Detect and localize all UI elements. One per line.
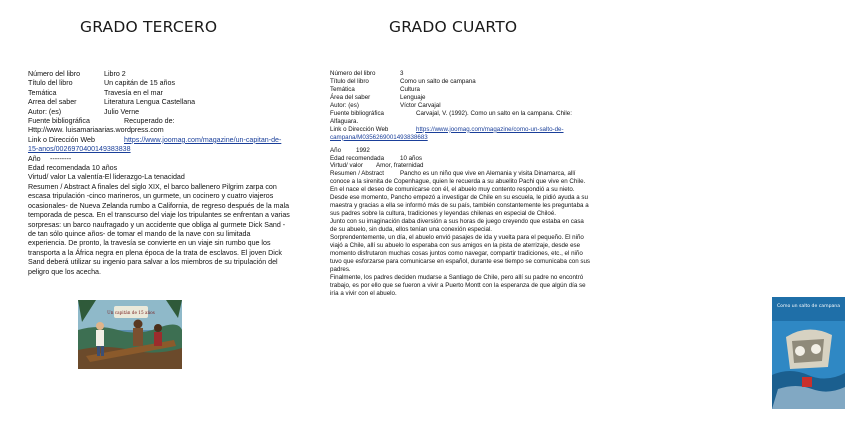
field-row <box>330 102 592 110</box>
field-label: Temática <box>330 85 355 93</box>
virtue-value: Amor, fraternidad <box>376 162 424 170</box>
book-record <box>330 70 592 298</box>
field-label: Autor: (es) <box>330 101 359 109</box>
field-value: Víctor Carvajal <box>400 101 441 109</box>
year-value: 1992 <box>356 146 370 154</box>
abstract-block <box>330 170 592 297</box>
year-value: --------- <box>50 154 72 163</box>
age-line: Edad recomendada 10 años <box>28 164 118 173</box>
field-label: Número del libro <box>28 70 81 78</box>
link-row <box>330 126 592 142</box>
book-cover-image <box>772 297 845 409</box>
field-value: Cultura <box>400 85 420 93</box>
illustration-caption: Un capitán de 15 años <box>107 310 155 315</box>
page-title: GRADO TERCERO <box>80 18 218 36</box>
field-value: Julio Verne <box>104 107 140 116</box>
year-row <box>330 147 592 155</box>
field-value: Literatura Lengua Castellana <box>104 98 196 107</box>
age-row <box>330 155 592 163</box>
abstract-label: Resumen / Abstract <box>28 182 90 191</box>
source-label: Fuente bibliográfica <box>330 109 385 117</box>
field-value: Libro 2 <box>104 70 126 78</box>
field-value: Lenguaje <box>400 93 426 101</box>
web-link[interactable]: https://www.joomag.com/magazine/como-un-salto-de-campana/M0356269001493838683 <box>330 125 564 141</box>
abstract-text: Pancho es un niño que vive en Alemania y visita Dinamarca, allí conoce a la sirenita de Copenhague, quien le recuerda a su abuelito Pachi que vive en Chile. En el nace el deseo de comunicarse con él, el abuelo muy contento respondió a su nieto. Desde ese momento, Pancho empezó a investigar de Chile en su escuela, le pidió ayuda a su maestra y gracias a ella se informó más de su país, también constantemente les preguntaba a sus padres sobre la cultura, tradiciones y leyendas chilenas en especial de Chiloé. Junto con su imaginación daba diversión a sus horas de juego creyendo que estaba en casa de su abuelo, sin duda, ellos tenían una conexión especial. Sorprendentemente, un día, el abuelo envió pasajes de ida y vuelta para el pequeño. El niño viajó a Chile, allí su abuelo lo esperaba con sus amigos en la pista de aterrizaje, desde ese momento disfrutaron muchas cosas juntos como navegar, compartir tradiciones, etc., el niño tuvo que esforzarse para comunicarse en español, durante ese tiempo se comunicaba con sus padres. Finalmente, los padres deciden mudarse a Santiago de Chile, pero allí su padre no encontró trabajo, es por ello que se fueron a vivir a Puerto Montt con la esperanza de que algún día se iría a vivir con el abuelo. <box>330 170 591 297</box>
virtue-label: Virtud/ valor <box>330 162 363 170</box>
book-cover-illustration <box>772 297 845 409</box>
link-label: Link o Dirección Web <box>330 125 389 133</box>
age-value: 10 años <box>400 154 423 162</box>
field-value: Travesía en el mar <box>104 88 163 97</box>
field-row <box>28 108 290 117</box>
field-label: Arrea del saber <box>28 98 77 107</box>
page-grado-tercero <box>0 0 300 424</box>
source-row <box>330 110 592 126</box>
field-label: Título del libro <box>330 77 369 85</box>
field-row <box>330 94 592 102</box>
page-grado-cuarto <box>300 0 841 424</box>
abstract-block <box>28 183 290 277</box>
year-row <box>28 155 290 164</box>
field-row <box>28 79 290 88</box>
source-url: Http://www. luisamariaarias.wordpress.com <box>28 126 164 135</box>
field-value: Como un salto de campana <box>400 77 476 85</box>
abstract-text: A finales del siglo XIX, el barco ballenero Pilgrim zarpa con escasa tripulación -cinco marineros, un gurmete, un cocinero y cuatro viajeros ocasionales- de Nueva Zelanda rumbo a California, de regreso después de la mala temporada de pesca. En el transcurso del viaje los tripulantes se enfrentan a varias sorpresas: un barco naufragado y un accidente que obliga al gurmete Dick Sand -de tan sólo quince años- de tomar el mando de la nave con su limitada experiencia. De pronto, la travesía se convierte en un viaje sin rumbo que los transporta a la África negra en plena época de la trata de esclavos. El joven Dick Sand deberá utilizar su ingenio para salvar a los miembros de su tripulación del peligro que los acecha. <box>28 182 290 276</box>
field-row <box>330 70 592 78</box>
year-label: Año <box>28 154 41 163</box>
virtue-row <box>330 162 592 170</box>
book-illustration-image <box>78 300 182 369</box>
ship-crew-illustration <box>78 300 182 369</box>
field-row <box>28 89 290 98</box>
abstract-label: Resumen / Abstract <box>330 170 384 178</box>
age-label: Edad recomendada <box>330 154 385 162</box>
field-row <box>330 86 592 94</box>
virtue-line: Virtud/ valor La valentía-El liderazgo-La tenacidad <box>28 173 185 182</box>
field-row <box>28 98 290 107</box>
field-label: Área del saber <box>330 93 371 101</box>
field-row <box>330 78 592 86</box>
cover-title: Como un salto de campana <box>776 304 841 309</box>
field-label: Fuente bibliográfica <box>28 117 90 126</box>
field-value: 3 <box>400 70 404 77</box>
page-title: GRADO CUARTO <box>389 18 518 36</box>
field-row <box>28 70 290 79</box>
field-label: Autor: (es) <box>28 107 62 116</box>
field-label: Temática <box>28 88 57 97</box>
field-label: Número del libro <box>330 70 376 77</box>
source-value: Carvajal, V. (1992). Como un salto en la campana. Chile: Alfaguara. <box>330 109 572 125</box>
link-label: Link o Dirección Web <box>28 135 95 144</box>
web-link[interactable]: https://www.joomag.com/magazine/un-capitan-de-15-anos/0026970400149383838 <box>28 135 282 154</box>
field-label: Título del libro <box>28 79 73 88</box>
field-value: Un capitán de 15 años <box>104 79 175 88</box>
year-label: Año <box>330 146 342 154</box>
book-record <box>28 70 290 277</box>
field-row <box>28 117 290 126</box>
field-value: Recuperado de: <box>124 117 175 126</box>
